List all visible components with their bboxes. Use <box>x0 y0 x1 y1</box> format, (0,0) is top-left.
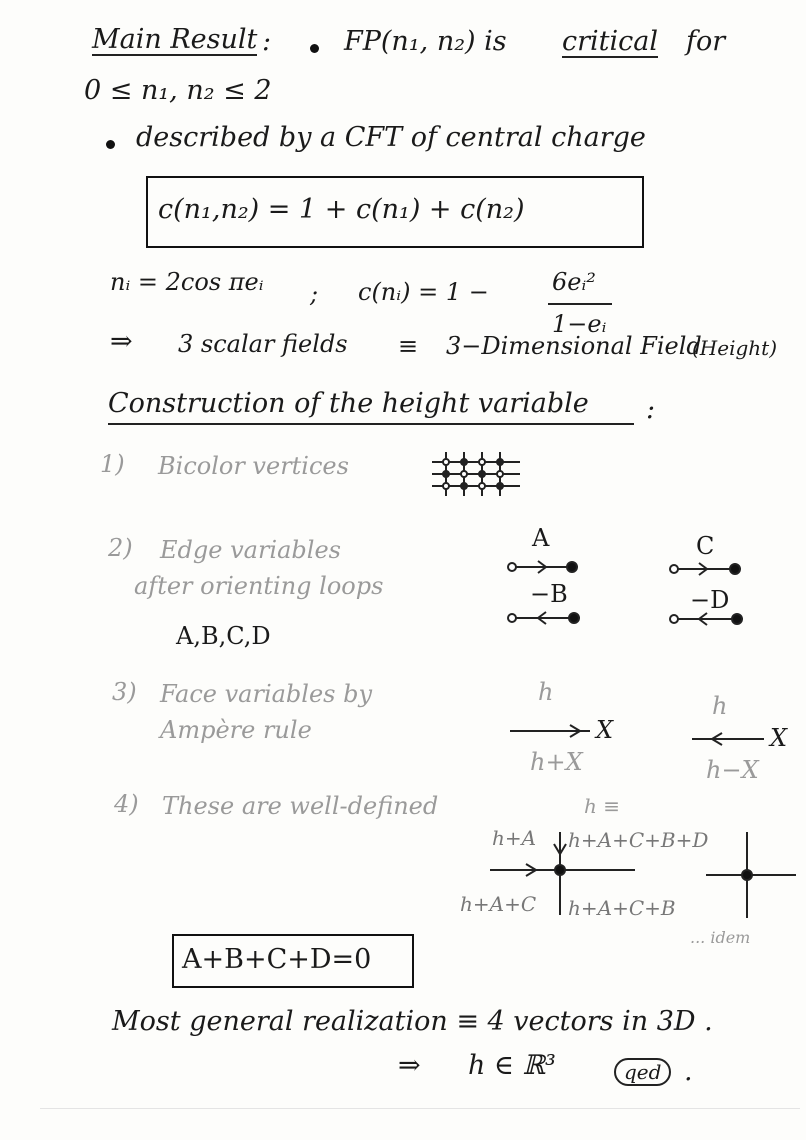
for-word: for <box>686 26 726 57</box>
ampere-x-1: X <box>596 716 614 744</box>
semicolon: ; <box>310 280 319 308</box>
n-definition: nᵢ = 2cos πeᵢ <box>110 268 264 296</box>
step-4-text: These are well-defined <box>162 792 439 820</box>
edge-variable-list: A,B,C,D <box>176 622 271 650</box>
edge-label-a: A <box>532 524 550 552</box>
ampere-arrows <box>510 725 764 745</box>
central-charge-formula: c(n₁,n₂) = 1 + c(n₁) + c(n₂) <box>158 194 525 225</box>
height-space: h ∈ ℝ³ <box>468 1050 556 1081</box>
step-1-number: 1) <box>100 450 125 478</box>
conclusion-line: Most general realization ≡ 4 vectors in 3D . <box>112 1006 713 1037</box>
edge-label-neg-b: −B <box>530 580 568 608</box>
bicolor-lattice <box>432 452 520 496</box>
conclusion-arrow: ⇒ <box>398 1050 421 1081</box>
sum-rule: A+B+C+D=0 <box>182 944 372 975</box>
edge-label-neg-d: −D <box>690 586 730 614</box>
cft-description: described by a CFT of central charge <box>136 122 646 153</box>
ampere-h-2: h <box>712 692 728 720</box>
step-3-text: Face variables by <box>160 680 373 708</box>
step-3-text-2: Ampère rule <box>160 716 312 744</box>
main-result-label: Main Result <box>92 24 258 55</box>
height-paren: (Height) <box>692 336 777 360</box>
step-3-number: 3) <box>112 678 137 706</box>
equiv-symbol: ≡ <box>398 332 419 360</box>
qed-badge: qed <box>614 1058 671 1086</box>
main-result-colon: : <box>262 26 272 57</box>
critical-word: critical <box>562 26 659 57</box>
fraction-bar <box>548 303 612 305</box>
step-2-number: 2) <box>108 534 133 562</box>
page-edge-divider <box>40 1108 800 1109</box>
ampere-hx-2: h−X <box>706 756 759 784</box>
idem-note: ... idem <box>690 928 751 947</box>
step-2-text-2: after orienting loops <box>134 572 384 600</box>
step-2-text: Edge variables <box>160 536 341 564</box>
step-1-text: Bicolor vertices <box>158 452 349 480</box>
welldef-top-left: h+A <box>492 826 537 850</box>
dimensional-field-text: 3−Dimensional Field <box>446 332 702 360</box>
construction-title: Construction of the height variable <box>108 388 589 419</box>
parameter-range: 0 ≤ n₁, n₂ ≤ 2 <box>84 75 272 106</box>
main-claim: FP(n₁, n₂) is <box>344 26 507 57</box>
fraction-numerator: 6eᵢ² <box>552 268 596 296</box>
edge-label-c: C <box>696 532 715 560</box>
final-dot: . <box>684 1056 693 1087</box>
fraction-denominator: 1−eᵢ <box>552 310 607 338</box>
scalar-fields-text: 3 scalar fields <box>178 330 348 358</box>
bullet-icon <box>106 136 115 152</box>
implies-arrow: ⇒ <box>110 326 133 357</box>
c-definition: c(nᵢ) = 1 − <box>358 278 489 306</box>
ampere-x-2: X <box>770 724 788 752</box>
step-4-number: 4) <box>114 790 139 818</box>
welldef-bottom-left: h+A+C <box>460 892 537 916</box>
welldef-top: h ≡ <box>584 794 620 818</box>
ampere-hx-1: h+X <box>530 748 583 776</box>
welldef-top-right: h+A+C+B+D <box>568 828 709 852</box>
bullet-icon <box>310 40 319 56</box>
ampere-h-1: h <box>538 678 554 706</box>
welldef-bottom-right: h+A+C+B <box>568 896 676 920</box>
construction-colon: : <box>646 394 656 425</box>
